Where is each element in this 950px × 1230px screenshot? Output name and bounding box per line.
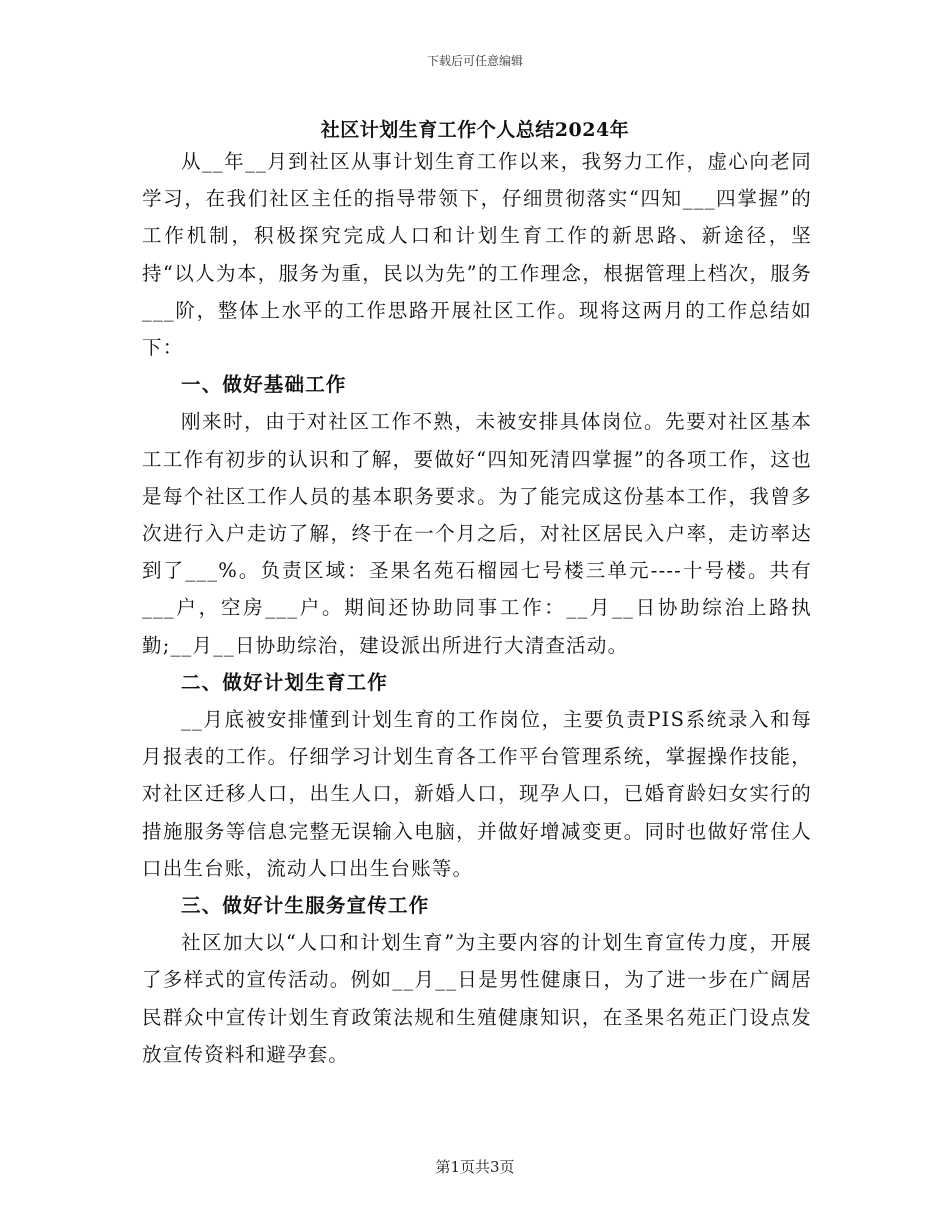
section-heading: 一、做好基础工作 xyxy=(181,373,347,397)
page-number: 第1页共3页 xyxy=(435,1158,515,1176)
section-paragraph: 刚来时，由于对社区工作不熟，未被安排具体岗位。先要对社区基本工工作有初步的认识和了解，要做好“四知死清四掌握”的各项工作，这也是每个社区工作人员的基本职务要求。为了能完成这份基本工作，我曾多次进行入户走访了解，终于在一个月之后，对社区居民入户率，走访率达到了___%。负责区域：圣果名苑石榴园七号楼三单元----十号楼。共有___户，空房___户。期间还协助同事工作：__月__日协助综治上路执勤;__月__日协助综治，建设派出所进行大清查活动。 xyxy=(142,410,812,657)
intro-paragraph: 从__年__月到社区从事计划生育工作以来，我努力工作，虚心向老同学习，在我们社区主任的指导带领下，仔细贯彻落实“四知___四掌握”的工作机制，积极探究完成人口和计划生育工作的新思路、新途径，坚持“以人为本，服务为重，民以为先”的工作理念，根据管理上档次，服务___阶，整体上水平的工作思路开展社区工作。现将这两月的工作总结如下： xyxy=(142,150,812,360)
header-note: 下载后可任意编辑 xyxy=(426,54,523,68)
section-heading: 三、做好计生服务宣传工作 xyxy=(181,894,430,918)
section-heading: 二、做好计划生育工作 xyxy=(181,670,389,694)
document-title: 社区计划生育工作个人总结2024年 xyxy=(320,119,630,141)
document-body xyxy=(142,143,812,1073)
section-paragraph: __月底被安排懂到计划生育的工作岗位，主要负责PIS系统录入和每月报表的工作。仔细学习计划生育各工作平台管理系统，掌握操作技能，对社区迁移人口，出生人口，新婚人口，现孕人口，已婚育龄妇女实行的措施服务等信息完整无误输入电脑，并做好增减变更。同时也做好常住人口出生台账，流动人口出生台账等。 xyxy=(142,708,812,880)
section-paragraph: 社区加大以“人口和计划生育”为主要内容的计划生育宣传力度，开展了多样式的宣传活动。例如__月__日是男性健康日，为了进一步在广阔居民群众中宣传计划生育政策法规和生殖健康知识，在圣果名苑正门设点发放宣传资料和避孕套。 xyxy=(142,931,812,1066)
